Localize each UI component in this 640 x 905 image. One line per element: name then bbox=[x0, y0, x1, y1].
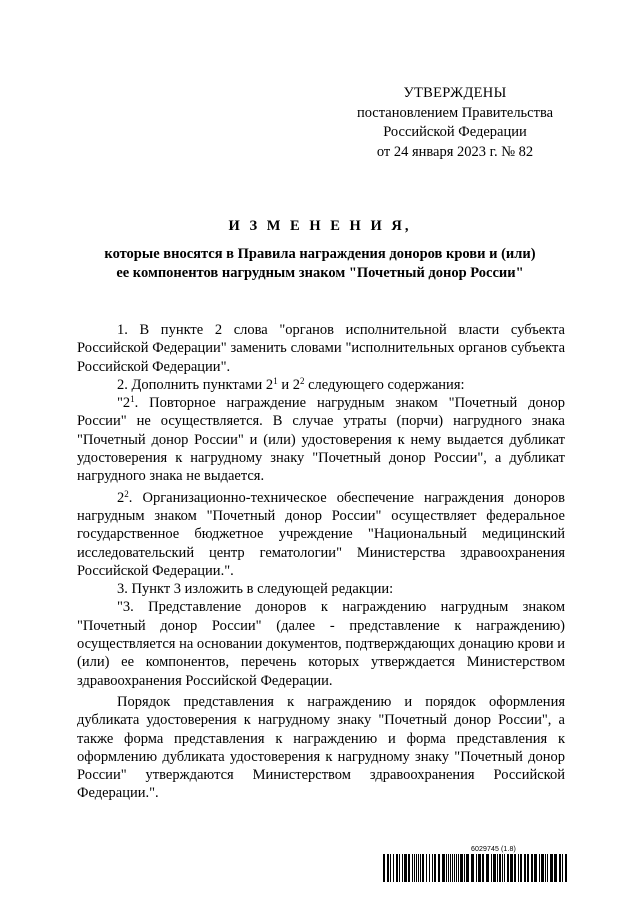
approval-line-1: постановлением Правительства bbox=[356, 104, 554, 121]
paragraph-2-text-a: 2. Дополнить пунктами 2 bbox=[117, 376, 274, 393]
document-title: И З М Е Н Е Н И Я, bbox=[228, 218, 412, 234]
paragraph-1: 1. В пункте 2 слова "органов исполнительной власти субъекта Российской Федерации" заменить словами "исполнительных органов субъекта Российской Федерации". bbox=[77, 322, 565, 375]
paragraph-2-text-c: следующего содержания: bbox=[304, 376, 465, 393]
paragraph-3-text-b: . Повторное награждение нагрудным знаком "Почетный донор России" не осуществляется. В случае утраты (порчи) нагрудного знака "Почетный донор России" и (или) удостоверения к нему выдается дубликат удостоверения к нагрудному знаку "Почетный донор России", а дубликат нагрудного знака не выдается. bbox=[77, 395, 565, 485]
paragraph-3 bbox=[77, 394, 565, 485]
paragraph-2-text-b: и 2 bbox=[277, 376, 300, 393]
paragraph-2 bbox=[77, 376, 565, 394]
superscript-2: 2 bbox=[299, 375, 305, 386]
approval-line-2: Российской Федерации bbox=[383, 124, 527, 140]
barcode-number: 6029745 (1.8) bbox=[471, 846, 516, 853]
paragraph-4-text-b: . Организационно-техническое обеспечение награждения доноров нагрудным знаком "Почетный донор России" осуществляет федеральное государственное бюджетное учреждение "Национальный медицинский исследовательский центр гематологии" Министерства здравоохранения Российской Федерации.". bbox=[77, 489, 565, 579]
paragraph-5: 3. Пункт 3 изложить в следующей редакции: bbox=[117, 581, 394, 598]
document-body bbox=[77, 321, 565, 803]
approval-line-3: от 24 января 2023 г. № 82 bbox=[376, 143, 534, 160]
approval-block bbox=[330, 84, 580, 162]
subtitle-line-1: которые вносятся в Правила награждения доноров крови и (или) bbox=[104, 246, 536, 262]
paragraph-3-text-a: "2 bbox=[117, 395, 131, 412]
superscript-3: 1 bbox=[130, 394, 135, 405]
subtitle-line-2: ее компонентов нагрудным знаком "Почетный донор России" bbox=[116, 264, 524, 281]
paragraph-4 bbox=[77, 489, 565, 580]
barcode bbox=[383, 846, 568, 884]
superscript-4: 2 bbox=[124, 488, 129, 499]
superscript-1: 1 bbox=[273, 375, 278, 386]
paragraph-6: "3. Представление доноров к награждению нагрудным знаком "Почетный донор России" (далее - представление к награждению) осуществляется на основании документов, подтверждающих донацию крови и (или) ее компонентов, перечень которых утверждается Министерством здравоохранения Российской Федерации. bbox=[77, 599, 565, 689]
barcode-bars bbox=[383, 854, 568, 882]
paragraph-7: Порядок представления к награждению и порядок оформления дубликата удостоверения к нагрудному знаку "Почетный донор России", а также форма представления к награждению и форма представления к оформлению дубликата удостоверения к нагрудному знаку "Почетный донор России" утверждаются Министерством здравоохранения Российской Федерации.". bbox=[77, 693, 565, 802]
paragraph-4-text-a: 2 bbox=[117, 489, 125, 506]
approval-title: УТВЕРЖДЕНЫ bbox=[403, 85, 507, 101]
document-subtitle bbox=[60, 245, 580, 282]
